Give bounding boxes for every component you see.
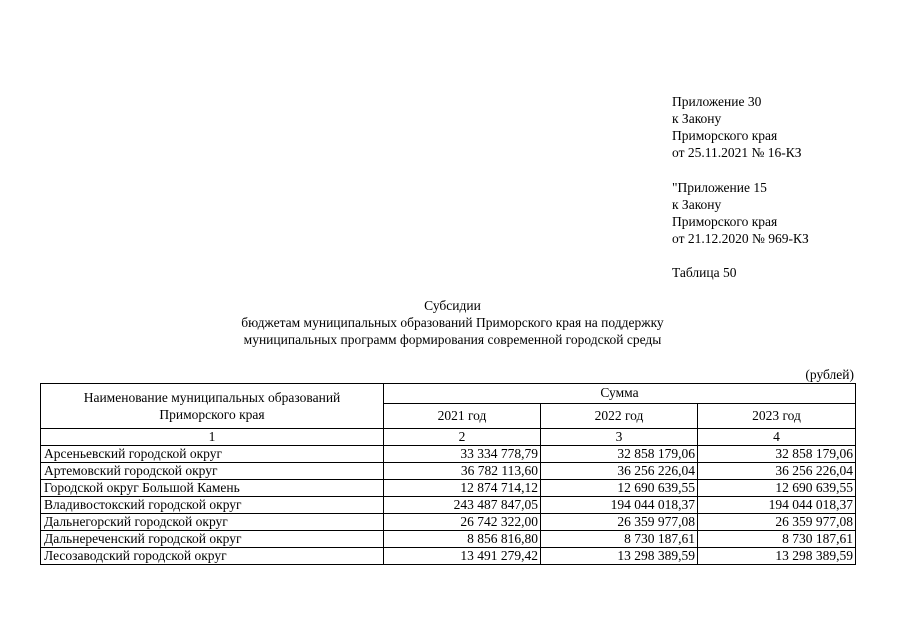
table-row <box>41 480 856 497</box>
appendix-line: от 25.11.2021 № 16-КЗ <box>672 145 802 160</box>
amount-2022-cell: 8 730 187,61 <box>541 531 698 548</box>
amount-2022-cell: 13 298 389,59 <box>541 548 698 565</box>
amount-2021-cell: 36 782 113,60 <box>384 463 541 480</box>
subsidy-table <box>40 383 856 565</box>
column-number-cell: 3 <box>541 429 698 446</box>
appendix-line: Приложение 30 <box>672 94 762 109</box>
amount-2023-cell: 12 690 639,55 <box>698 480 856 497</box>
column-number-cell: 2 <box>384 429 541 446</box>
quoted-appendix-line: к Закону <box>672 197 722 212</box>
appendix-header <box>672 93 802 161</box>
header-name-cell: Наименование муниципальных образований Приморского края <box>41 384 384 429</box>
table-number: Таблица 50 <box>672 265 737 280</box>
amount-2022-cell: 12 690 639,55 <box>541 480 698 497</box>
title-line: муниципальных программ формирования современной городской среды <box>243 332 662 347</box>
amount-2023-cell: 36 256 226,04 <box>698 463 856 480</box>
amount-2021-cell: 243 487 847,05 <box>384 497 541 514</box>
amount-2022-cell: 32 858 179,06 <box>541 446 698 463</box>
municipality-name-cell: Владивостокский городской округ <box>41 497 384 514</box>
column-number-row <box>41 429 856 446</box>
amount-2023-cell: 13 298 389,59 <box>698 548 856 565</box>
appendix-line: Приморского края <box>672 128 778 143</box>
column-number-cell: 4 <box>698 429 856 446</box>
amount-2023-cell: 26 359 977,08 <box>698 514 856 531</box>
document-title <box>0 297 905 348</box>
amount-2022-cell: 26 359 977,08 <box>541 514 698 531</box>
municipality-name-cell: Дальнереченский городской округ <box>41 531 384 548</box>
table-row <box>41 531 856 548</box>
table-row <box>41 446 856 463</box>
municipality-name-cell: Арсеньевский городской округ <box>41 446 384 463</box>
quoted-appendix-line: "Приложение 15 <box>672 180 767 195</box>
table-row <box>41 514 856 531</box>
amount-2021-cell: 26 742 322,00 <box>384 514 541 531</box>
amount-2021-cell: 8 856 816,80 <box>384 531 541 548</box>
amount-2022-cell: 194 044 018,37 <box>541 497 698 514</box>
municipality-name-cell: Дальнегорский городской округ <box>41 514 384 531</box>
quoted-appendix-line: от 21.12.2020 № 969-КЗ <box>672 231 809 246</box>
appendix-line: к Закону <box>672 111 722 126</box>
header-sum-cell: Сумма <box>384 384 856 404</box>
table-row <box>41 463 856 480</box>
column-number-cell: 1 <box>41 429 384 446</box>
header-year-cell: 2022 год <box>541 403 698 428</box>
header-year-cell: 2021 год <box>384 403 541 428</box>
header-year-cell: 2023 год <box>698 403 856 428</box>
municipality-name-cell: Артемовский городской округ <box>41 463 384 480</box>
amount-2022-cell: 36 256 226,04 <box>541 463 698 480</box>
amount-2023-cell: 8 730 187,61 <box>698 531 856 548</box>
amount-2023-cell: 32 858 179,06 <box>698 446 856 463</box>
table-header-row <box>41 384 856 404</box>
municipality-name-cell: Городской округ Большой Камень <box>41 480 384 497</box>
municipality-name-cell: Лесозаводский городской округ <box>41 548 384 565</box>
title-line: бюджетам муниципальных образований Приморского края на поддержку <box>241 315 664 330</box>
amount-2023-cell: 194 044 018,37 <box>698 497 856 514</box>
unit-note: (рублей) <box>805 367 854 382</box>
amount-2021-cell: 13 491 279,42 <box>384 548 541 565</box>
amount-2021-cell: 12 874 714,12 <box>384 480 541 497</box>
quoted-appendix-line: Приморского края <box>672 214 778 229</box>
amount-2021-cell: 33 334 778,79 <box>384 446 541 463</box>
quoted-appendix-header <box>672 179 809 247</box>
table-row <box>41 497 856 514</box>
table-row <box>41 548 856 565</box>
title-line: Субсидии <box>424 298 481 313</box>
